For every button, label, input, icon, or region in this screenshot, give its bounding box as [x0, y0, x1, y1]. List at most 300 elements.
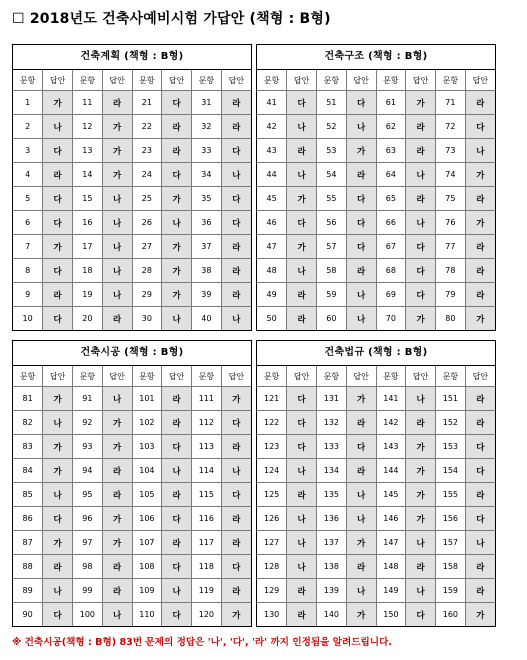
- question-number: 67: [376, 235, 406, 259]
- answer-cell: 라: [465, 579, 495, 603]
- answer-cell: 라: [346, 459, 376, 483]
- question-number: 125: [257, 483, 287, 507]
- question-number: 6: [13, 211, 43, 235]
- answer-cell: 나: [43, 115, 73, 139]
- answer-cell: 나: [346, 483, 376, 507]
- question-number: 78: [436, 259, 466, 283]
- table-row: [257, 115, 495, 139]
- question-number: 17: [73, 235, 103, 259]
- table-row: [13, 139, 251, 163]
- question-number: 52: [317, 115, 347, 139]
- question-number: 108: [132, 555, 162, 579]
- question-number: 119: [192, 579, 222, 603]
- answer-cell: 라: [102, 579, 132, 603]
- answer-header: 답안: [346, 70, 376, 91]
- question-header: 문항: [192, 70, 222, 91]
- question-number: 46: [257, 211, 287, 235]
- question-number: 110: [132, 603, 162, 627]
- answer-cell: 라: [221, 579, 251, 603]
- table-row: [257, 603, 495, 627]
- question-number: 3: [13, 139, 43, 163]
- question-number: 153: [436, 435, 466, 459]
- answer-cell: 다: [162, 507, 192, 531]
- answer-cell: 라: [465, 187, 495, 211]
- answer-cell: 라: [102, 459, 132, 483]
- table-row: [257, 459, 495, 483]
- question-number: 75: [436, 187, 466, 211]
- question-number: 15: [73, 187, 103, 211]
- answer-cell: 라: [406, 411, 436, 435]
- answer-cell: 가: [346, 387, 376, 411]
- question-number: 118: [192, 555, 222, 579]
- question-number: 55: [317, 187, 347, 211]
- table-row: [13, 259, 251, 283]
- answer-header: 답안: [43, 366, 73, 387]
- table-row: [257, 307, 495, 331]
- panel-building-law: [256, 340, 496, 627]
- question-number: 73: [436, 139, 466, 163]
- answer-cell: 라: [102, 483, 132, 507]
- answer-cell: 라: [221, 91, 251, 115]
- answer-cell: 가: [406, 507, 436, 531]
- answer-cell: 가: [406, 483, 436, 507]
- question-number: 25: [132, 187, 162, 211]
- question-header: 문항: [376, 366, 406, 387]
- answer-cell: 다: [221, 187, 251, 211]
- question-number: 85: [13, 483, 43, 507]
- question-number: 44: [257, 163, 287, 187]
- answer-cell: 가: [102, 139, 132, 163]
- question-number: 132: [317, 411, 347, 435]
- answer-cell: 라: [346, 259, 376, 283]
- question-number: 126: [257, 507, 287, 531]
- answer-cell: 다: [287, 435, 317, 459]
- panel-building-construction: [12, 340, 252, 627]
- question-number: 12: [73, 115, 103, 139]
- question-number: 30: [132, 307, 162, 331]
- question-number: 155: [436, 483, 466, 507]
- panel-title: 건축법규 (책형 : B형): [257, 341, 495, 366]
- answer-cell: 다: [406, 235, 436, 259]
- table-row: [13, 411, 251, 435]
- answer-cell: 나: [102, 235, 132, 259]
- question-number: 21: [132, 91, 162, 115]
- question-number: 157: [436, 531, 466, 555]
- panel-building-structure: [256, 44, 496, 331]
- question-header: 문항: [13, 70, 43, 91]
- answer-cell: 가: [406, 91, 436, 115]
- answer-cell: 라: [287, 139, 317, 163]
- answer-cell: 가: [43, 235, 73, 259]
- question-number: 61: [376, 91, 406, 115]
- question-number: 79: [436, 283, 466, 307]
- table-row: [257, 531, 495, 555]
- answer-header: 답안: [465, 366, 495, 387]
- table-row: [13, 187, 251, 211]
- panel-architectural-planning: [12, 44, 252, 331]
- answer-cell: 다: [346, 211, 376, 235]
- answer-cell: 다: [465, 115, 495, 139]
- answer-cell: 다: [406, 259, 436, 283]
- question-number: 135: [317, 483, 347, 507]
- table-row: [13, 603, 251, 627]
- answer-cell: 라: [287, 307, 317, 331]
- question-number: 101: [132, 387, 162, 411]
- question-number: 34: [192, 163, 222, 187]
- answer-cell: 다: [221, 211, 251, 235]
- question-number: 33: [192, 139, 222, 163]
- question-number: 154: [436, 459, 466, 483]
- answer-cell: 가: [43, 459, 73, 483]
- answer-cell: 라: [43, 283, 73, 307]
- answer-cell: 라: [221, 507, 251, 531]
- question-header: 문항: [73, 366, 103, 387]
- answer-cell: 나: [406, 387, 436, 411]
- question-number: 72: [436, 115, 466, 139]
- answer-cell: 라: [287, 483, 317, 507]
- question-number: 116: [192, 507, 222, 531]
- answer-cell: 가: [346, 531, 376, 555]
- question-number: 140: [317, 603, 347, 627]
- question-number: 81: [13, 387, 43, 411]
- question-number: 50: [257, 307, 287, 331]
- table-row: [13, 579, 251, 603]
- question-number: 41: [257, 91, 287, 115]
- question-number: 86: [13, 507, 43, 531]
- table-row: [257, 411, 495, 435]
- table-row: [13, 115, 251, 139]
- answer-cell: 나: [287, 507, 317, 531]
- answer-cell: 라: [221, 531, 251, 555]
- question-number: 31: [192, 91, 222, 115]
- answer-cell: 가: [102, 163, 132, 187]
- answer-cell: 나: [43, 579, 73, 603]
- question-number: 13: [73, 139, 103, 163]
- answer-cell: 가: [287, 235, 317, 259]
- question-number: 16: [73, 211, 103, 235]
- question-number: 151: [436, 387, 466, 411]
- table-row: [257, 507, 495, 531]
- question-number: 99: [73, 579, 103, 603]
- answer-cell: 다: [287, 387, 317, 411]
- answer-cell: 가: [346, 139, 376, 163]
- answer-cell: 라: [221, 259, 251, 283]
- question-number: 89: [13, 579, 43, 603]
- answer-cell: 가: [465, 211, 495, 235]
- question-number: 129: [257, 579, 287, 603]
- answer-cell: 다: [221, 555, 251, 579]
- answer-cell: 라: [465, 555, 495, 579]
- answer-cell: 라: [287, 283, 317, 307]
- question-number: 143: [376, 435, 406, 459]
- answer-cell: 다: [287, 411, 317, 435]
- answer-cell: 라: [287, 579, 317, 603]
- question-header: 문항: [436, 70, 466, 91]
- answer-cell: 나: [465, 139, 495, 163]
- question-number: 64: [376, 163, 406, 187]
- question-number: 40: [192, 307, 222, 331]
- answer-cell: 라: [465, 235, 495, 259]
- answer-cell: 라: [221, 435, 251, 459]
- panel-title: 건축구조 (책형 : B형): [257, 45, 495, 70]
- question-number: 93: [73, 435, 103, 459]
- answer-header: 답안: [221, 366, 251, 387]
- answer-cell: 가: [406, 435, 436, 459]
- question-number: 11: [73, 91, 103, 115]
- question-number: 14: [73, 163, 103, 187]
- answer-cell: 다: [43, 211, 73, 235]
- question-number: 29: [132, 283, 162, 307]
- question-number: 127: [257, 531, 287, 555]
- question-number: 1: [13, 91, 43, 115]
- answer-cell: 나: [162, 307, 192, 331]
- question-number: 38: [192, 259, 222, 283]
- answer-cell: 다: [162, 603, 192, 627]
- answer-cell: 나: [346, 507, 376, 531]
- question-number: 145: [376, 483, 406, 507]
- question-number: 123: [257, 435, 287, 459]
- table-row: [13, 307, 251, 331]
- question-number: 128: [257, 555, 287, 579]
- header-row: [13, 366, 251, 387]
- question-number: 109: [132, 579, 162, 603]
- question-header: 문항: [192, 366, 222, 387]
- answer-cell: 라: [43, 555, 73, 579]
- answer-cell: 라: [465, 411, 495, 435]
- table-row: [257, 259, 495, 283]
- header-row: [13, 70, 251, 91]
- answer-cell: 다: [346, 435, 376, 459]
- question-number: 71: [436, 91, 466, 115]
- answer-table: [257, 366, 495, 626]
- answer-cell: 나: [102, 211, 132, 235]
- question-number: 96: [73, 507, 103, 531]
- answer-cell: 나: [43, 411, 73, 435]
- question-number: 95: [73, 483, 103, 507]
- question-number: 42: [257, 115, 287, 139]
- question-number: 82: [13, 411, 43, 435]
- table-row: [257, 163, 495, 187]
- question-number: 62: [376, 115, 406, 139]
- answer-cell: 나: [221, 459, 251, 483]
- question-number: 117: [192, 531, 222, 555]
- question-header: 문항: [132, 70, 162, 91]
- answer-cell: 가: [162, 187, 192, 211]
- question-number: 68: [376, 259, 406, 283]
- answer-cell: 라: [465, 483, 495, 507]
- answer-cell: 라: [221, 115, 251, 139]
- panel-title: 건축계획 (책형 : B형): [13, 45, 251, 70]
- question-number: 134: [317, 459, 347, 483]
- question-number: 59: [317, 283, 347, 307]
- question-number: 160: [436, 603, 466, 627]
- question-number: 150: [376, 603, 406, 627]
- answer-cell: 나: [346, 283, 376, 307]
- question-number: 112: [192, 411, 222, 435]
- answer-cell: 가: [162, 235, 192, 259]
- question-number: 148: [376, 555, 406, 579]
- question-number: 103: [132, 435, 162, 459]
- question-number: 74: [436, 163, 466, 187]
- question-number: 28: [132, 259, 162, 283]
- table-row: [257, 211, 495, 235]
- question-number: 39: [192, 283, 222, 307]
- question-header: 문항: [317, 366, 347, 387]
- table-row: [13, 531, 251, 555]
- question-number: 100: [73, 603, 103, 627]
- answer-cell: 나: [406, 211, 436, 235]
- question-number: 146: [376, 507, 406, 531]
- answer-cell: 나: [162, 211, 192, 235]
- answer-cell: 다: [465, 435, 495, 459]
- answer-cell: 나: [346, 579, 376, 603]
- answer-header: 답안: [465, 70, 495, 91]
- question-number: 49: [257, 283, 287, 307]
- question-number: 37: [192, 235, 222, 259]
- answer-cell: 다: [221, 483, 251, 507]
- question-number: 91: [73, 387, 103, 411]
- question-number: 84: [13, 459, 43, 483]
- answer-cell: 나: [406, 579, 436, 603]
- answer-cell: 라: [406, 115, 436, 139]
- question-header: 문항: [436, 366, 466, 387]
- question-header: 문항: [257, 366, 287, 387]
- question-number: 120: [192, 603, 222, 627]
- question-number: 121: [257, 387, 287, 411]
- table-row: [257, 139, 495, 163]
- answer-cell: 가: [102, 507, 132, 531]
- answer-cell: 가: [406, 459, 436, 483]
- answer-cell: 다: [287, 91, 317, 115]
- question-number: 90: [13, 603, 43, 627]
- question-number: 115: [192, 483, 222, 507]
- question-number: 107: [132, 531, 162, 555]
- answer-header: 답안: [102, 70, 132, 91]
- answer-cell: 다: [43, 187, 73, 211]
- header-row: [257, 366, 495, 387]
- question-number: 113: [192, 435, 222, 459]
- answer-cell: 다: [346, 235, 376, 259]
- question-number: 92: [73, 411, 103, 435]
- answer-cell: 라: [162, 115, 192, 139]
- answer-cell: 라: [162, 139, 192, 163]
- question-number: 4: [13, 163, 43, 187]
- answer-cell: 가: [287, 187, 317, 211]
- question-number: 147: [376, 531, 406, 555]
- answer-cell: 가: [102, 115, 132, 139]
- question-number: 156: [436, 507, 466, 531]
- table-row: [257, 555, 495, 579]
- question-number: 35: [192, 187, 222, 211]
- table-row: [13, 211, 251, 235]
- question-number: 104: [132, 459, 162, 483]
- answer-cell: 나: [287, 459, 317, 483]
- answer-cell: 나: [406, 531, 436, 555]
- answer-cell: 나: [287, 531, 317, 555]
- table-row: [257, 91, 495, 115]
- answer-header: 답안: [221, 70, 251, 91]
- answer-cell: 라: [221, 283, 251, 307]
- answer-cell: 라: [162, 531, 192, 555]
- answer-header: 답안: [406, 366, 436, 387]
- table-row: [257, 579, 495, 603]
- answer-cell: 라: [465, 91, 495, 115]
- question-number: 87: [13, 531, 43, 555]
- panel-title: 건축시공 (책형 : B형): [13, 341, 251, 366]
- question-number: 83: [13, 435, 43, 459]
- answer-cell: 다: [287, 211, 317, 235]
- answer-cell: 라: [102, 555, 132, 579]
- answer-cell: 나: [346, 115, 376, 139]
- answer-header: 답안: [43, 70, 73, 91]
- answer-cell: 나: [102, 259, 132, 283]
- answer-cell: 나: [287, 115, 317, 139]
- answer-header: 답안: [102, 366, 132, 387]
- question-number: 2: [13, 115, 43, 139]
- answer-cell: 가: [43, 387, 73, 411]
- answer-cell: 라: [162, 411, 192, 435]
- question-number: 66: [376, 211, 406, 235]
- answer-cell: 다: [43, 307, 73, 331]
- answer-cell: 다: [221, 411, 251, 435]
- table-row: [13, 555, 251, 579]
- question-number: 102: [132, 411, 162, 435]
- answer-cell: 라: [102, 91, 132, 115]
- answer-cell: 다: [43, 139, 73, 163]
- table-row: [257, 483, 495, 507]
- answer-table: [13, 366, 251, 626]
- question-number: 65: [376, 187, 406, 211]
- question-header: 문항: [317, 70, 347, 91]
- question-number: 51: [317, 91, 347, 115]
- answer-cell: 라: [465, 387, 495, 411]
- question-number: 80: [436, 307, 466, 331]
- table-row: [257, 283, 495, 307]
- answer-cell: 라: [465, 283, 495, 307]
- question-number: 94: [73, 459, 103, 483]
- answer-header: 답안: [162, 366, 192, 387]
- answer-cell: 나: [346, 307, 376, 331]
- answer-cell: 다: [221, 139, 251, 163]
- answer-cell: 다: [162, 163, 192, 187]
- question-number: 24: [132, 163, 162, 187]
- table-row: [13, 91, 251, 115]
- answer-cell: 가: [102, 411, 132, 435]
- answer-cell: 라: [102, 307, 132, 331]
- question-number: 53: [317, 139, 347, 163]
- answer-cell: 나: [43, 483, 73, 507]
- answer-cell: 가: [346, 603, 376, 627]
- footnote: ※ 건축시공(책형 : B형) 83번 문제의 정답은 '나', '다', '라' 까지 인정됨을 알려드립니다.: [12, 637, 392, 648]
- table-row: [13, 435, 251, 459]
- question-header: 문항: [376, 70, 406, 91]
- answer-cell: 가: [102, 531, 132, 555]
- question-number: 45: [257, 187, 287, 211]
- question-number: 139: [317, 579, 347, 603]
- answer-header: 답안: [162, 70, 192, 91]
- answer-cell: 라: [162, 483, 192, 507]
- question-number: 133: [317, 435, 347, 459]
- table-row: [257, 387, 495, 411]
- question-number: 60: [317, 307, 347, 331]
- question-number: 149: [376, 579, 406, 603]
- table-row: [13, 459, 251, 483]
- question-number: 56: [317, 211, 347, 235]
- answer-cell: 가: [43, 531, 73, 555]
- answer-cell: 라: [465, 259, 495, 283]
- answer-cell: 다: [406, 603, 436, 627]
- question-number: 54: [317, 163, 347, 187]
